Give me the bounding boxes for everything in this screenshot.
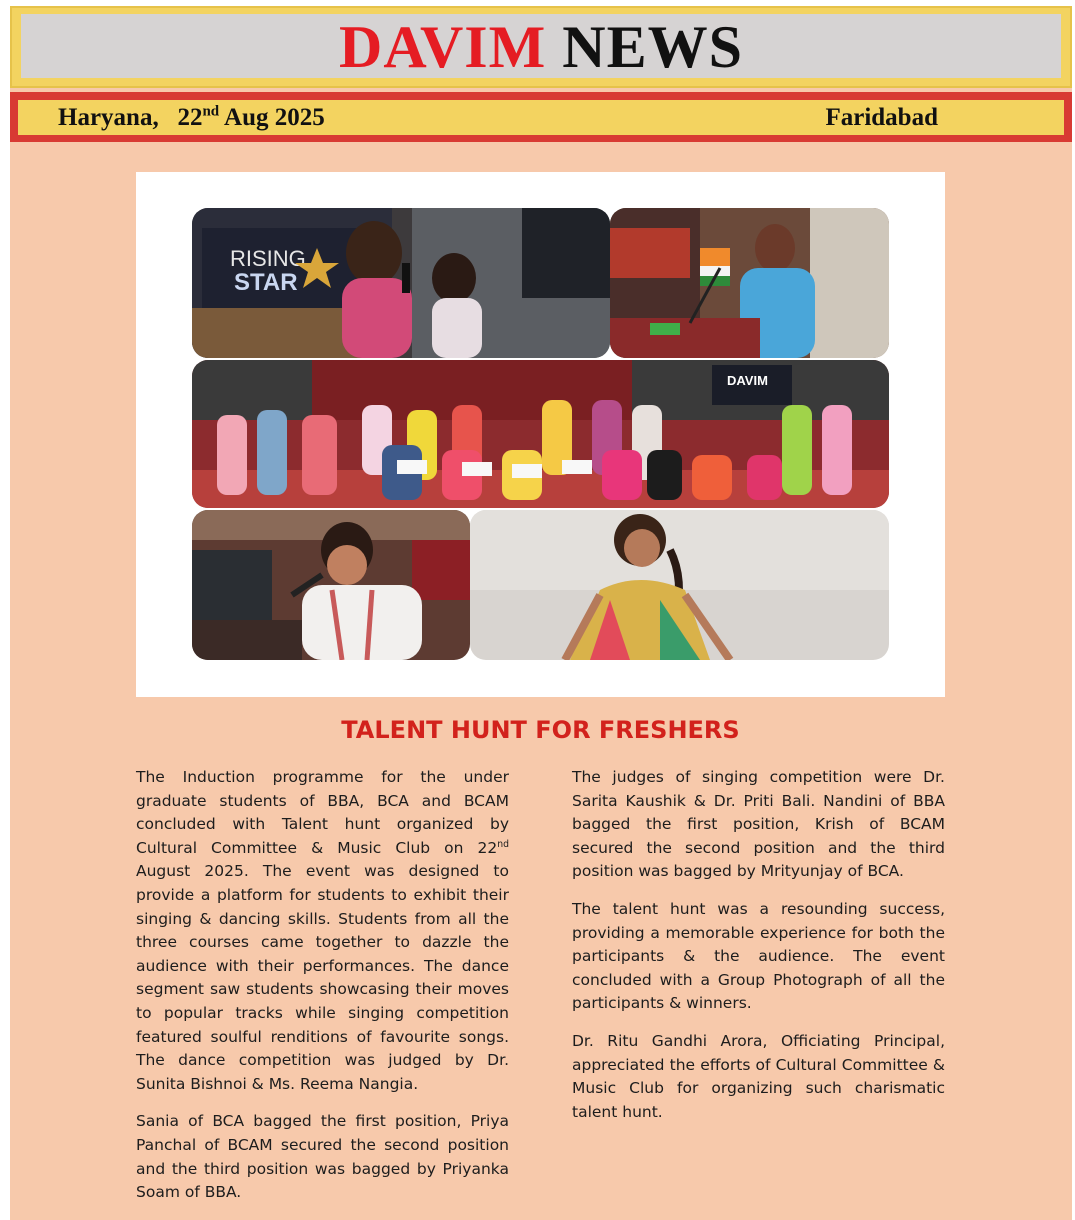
dateline-date (58, 104, 325, 132)
article-paragraph-text: August 2025. The event was designed to provide a platform for students to exhibit their singing & dancing skills. Students from all the three courses came together to dazzle the audience with their performances. The dance segment saw students showcasing their moves to popular tracks while singing competition featured soulful renditions of favourite songs. The dance competition was judged by Dr. Sunita Bishnoi & Ms. Reema Nangia. (136, 862, 509, 1093)
masthead (10, 6, 1072, 88)
dateline-day-suffix: nd (202, 103, 220, 120)
photo-dancer-girl (470, 510, 889, 660)
dateline-inner (18, 100, 1064, 135)
article-column-right (572, 766, 945, 1138)
article-headline: TALENT HUNT FOR FRESHERS (341, 716, 740, 744)
article-paragraph: Dr. Ritu Gandhi Arora, Officiating Principal, appreciated the efforts of Cultural Committee & Music Club for organizing such charismatic talent hunt. (572, 1031, 945, 1121)
svg-text:RISING: RISING (230, 246, 306, 271)
article-paragraph-sup: nd (497, 838, 509, 850)
article-paragraph: The talent hunt was a resounding success, providing a memorable experience for both the participants & the audience. The event concluded with a Group Photograph of all the participants & winners. (572, 899, 945, 1013)
article-paragraph-text: The Induction programme for the under graduate students of BBA, BCA and BCAM concluded with Talent hunt organized by Cultural Committee & Music Club on 22 (136, 768, 509, 857)
masthead-title (21, 14, 1061, 80)
dateline-month-year: Aug 2025 (224, 104, 325, 131)
article-paragraph: The judges of singing competition were Dr. Sarita Kaushik & Dr. Priti Bali. Nandini of BBA bagged the first position, Krish of BCAM secured the second position and the third position was bagged by Mrityunjay of BCA. (572, 768, 945, 881)
svg-text:DAVIM: DAVIM (727, 373, 768, 388)
masthead-title-black: NEWS (562, 14, 743, 80)
article-paragraph (136, 766, 509, 1096)
photo-singer-girl (192, 208, 610, 358)
dateline-day: 22 (177, 104, 203, 131)
dateline-bar (10, 92, 1072, 142)
svg-text:STAR: STAR (234, 269, 298, 296)
masthead-banner (21, 14, 1061, 78)
photo-group (192, 360, 889, 508)
article-paragraph: Sania of BCA bagged the first position, Priya Panchal of BCAM secured the second position and the third position was bagged by Priyanka Soam of BBA. (136, 1112, 509, 1202)
dateline-city: Faridabad (825, 104, 938, 131)
dateline-state: Haryana, (58, 104, 159, 131)
photo-singer-boy (192, 510, 470, 660)
photo-faculty-podium (610, 208, 889, 358)
masthead-title-red: DAVIM (339, 14, 547, 80)
photo-collage (136, 172, 945, 697)
article-column-left (136, 766, 509, 1219)
